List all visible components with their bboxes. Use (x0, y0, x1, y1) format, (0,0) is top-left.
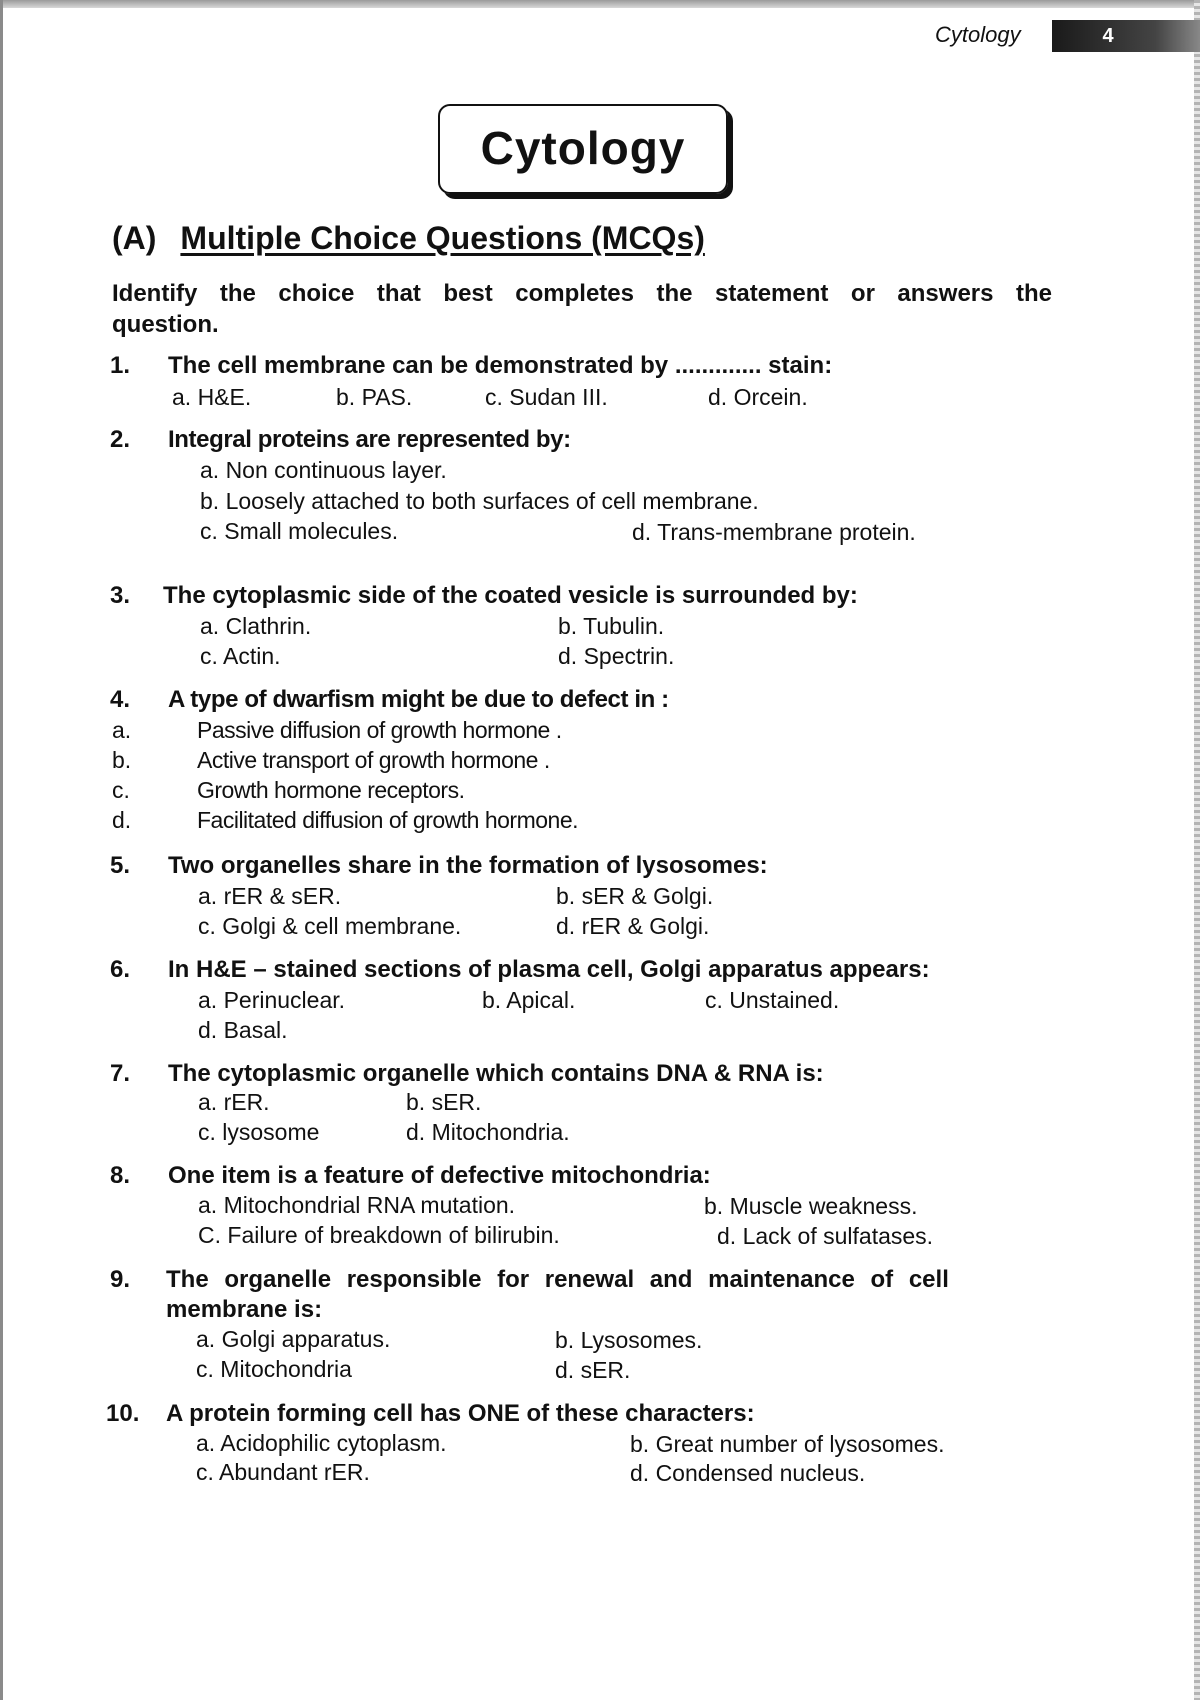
question-number: 9. (110, 1266, 131, 1293)
option-letter: a. (112, 717, 132, 743)
option-c: c. Sudan III. (485, 384, 608, 410)
question-number: 1. (110, 352, 131, 379)
section-title: Multiple Choice Questions (MCQs) (180, 220, 705, 256)
question-number: 8. (110, 1162, 131, 1189)
option-d: d. Orcein. (708, 384, 808, 410)
scan-edge-left (0, 0, 3, 1700)
option-b: Active transport of growth hormone . (197, 747, 550, 773)
option-b: b. Great number of lysosomes. (630, 1431, 945, 1457)
section-heading (112, 220, 705, 257)
option-d: d. Lack of sulfatases. (717, 1223, 934, 1249)
scan-edge-right (1194, 0, 1200, 1700)
option-a: a. Clathrin. (200, 613, 312, 639)
question-text: A type of dwarfism might be due to defect in : (168, 686, 669, 713)
option-a: a. Mitochondrial RNA mutation. (198, 1192, 516, 1218)
option-a: a. rER & sER. (198, 883, 342, 909)
option-d: d. Mitochondria. (406, 1119, 570, 1145)
option-b: b. PAS. (336, 384, 413, 410)
question-text: One item is a feature of defective mitochondria: (168, 1162, 711, 1189)
section-prefix: (A) (112, 220, 157, 256)
question-text: The cytoplasmic side of the coated vesicle is surrounded by: (163, 582, 858, 609)
question-text-continued: membrane is: (166, 1296, 323, 1323)
question-number: 10. (106, 1400, 140, 1427)
question-number: 7. (110, 1060, 131, 1087)
option-b: b. Apical. (482, 987, 576, 1013)
option-d: Facilitated diffusion of growth hormone. (197, 807, 579, 833)
question-text: In H&E – stained sections of plasma cell, Golgi apparatus appears: (168, 956, 930, 983)
option-a: a. Non continuous layer. (200, 457, 447, 483)
option-letter: c. (112, 777, 130, 803)
question-number: 5. (110, 852, 131, 879)
option-d: d. Basal. (198, 1017, 288, 1043)
option-d: d. Spectrin. (558, 643, 675, 669)
option-c: c. Mitochondria (196, 1356, 352, 1382)
option-d: d. sER. (555, 1357, 631, 1383)
page-number-tab (1052, 20, 1200, 52)
option-c: c. Unstained. (705, 987, 840, 1013)
question-number: 4. (110, 686, 131, 713)
option-letter: b. (112, 747, 132, 773)
option-c: c. lysosome (198, 1119, 320, 1145)
question-text: Two organelles share in the formation of lysosomes: (168, 852, 768, 879)
option-a: a. Golgi apparatus. (196, 1326, 391, 1352)
option-a: a. rER. (198, 1089, 270, 1115)
option-c: c. Small molecules. (200, 518, 399, 544)
option-d: d. Condensed nucleus. (630, 1460, 866, 1486)
option-c: C. Failure of breakdown of bilirubin. (198, 1222, 560, 1248)
option-b: b. Tubulin. (558, 613, 665, 639)
option-c: c. Abundant rER. (196, 1459, 370, 1485)
question-text: A protein forming cell has ONE of these characters: (166, 1400, 755, 1427)
running-header: Cytology (935, 22, 1021, 47)
option-b: b. Loosely attached to both surfaces of cell membrane. (200, 488, 759, 514)
option-b: b. Lysosomes. (555, 1327, 703, 1353)
question-text: Integral proteins are represented by: (168, 426, 571, 453)
option-b: b. Muscle weakness. (704, 1193, 918, 1219)
option-b: b. sER. (406, 1089, 482, 1115)
question-number: 6. (110, 956, 131, 983)
page-number: 4 (1102, 25, 1114, 47)
option-c: Growth hormone receptors. (197, 777, 465, 803)
option-a: a. Acidophilic cytoplasm. (196, 1430, 447, 1456)
option-a: Passive diffusion of growth hormone . (197, 717, 562, 743)
question-text: The organelle responsible for renewal and maintenance of cell (166, 1266, 949, 1293)
question-text: The cytoplasmic organelle which contains DNA & RNA is: (168, 1060, 824, 1087)
question-number: 3. (110, 582, 131, 609)
option-d: d. Trans-membrane protein. (632, 519, 916, 545)
scan-edge-top (0, 0, 1200, 8)
option-c: c. Actin. (200, 643, 281, 669)
chapter-title: Cytology (438, 104, 728, 194)
question-number: 2. (110, 426, 131, 453)
option-d: d. rER & Golgi. (556, 913, 710, 939)
option-a: a. H&E. (172, 384, 252, 410)
instructions: Identify the choice that best completes the statement or answers the question. (112, 280, 1052, 338)
option-c: c. Golgi & cell membrane. (198, 913, 462, 939)
option-b: b. sER & Golgi. (556, 883, 714, 909)
question-text: The cell membrane can be demonstrated by ............. stain: (168, 352, 833, 379)
option-letter: d. (112, 807, 132, 833)
option-a: a. Perinuclear. (198, 987, 346, 1013)
